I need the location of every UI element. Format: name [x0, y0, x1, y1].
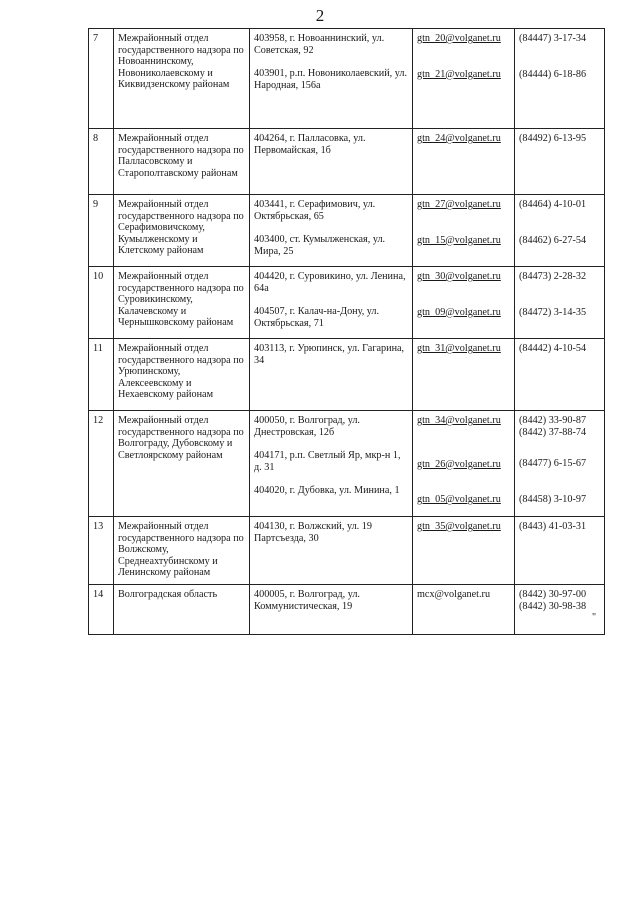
- phone-cell: [515, 195, 605, 267]
- address: 403958, г. Новоаннинский, ул. Советская, 92: [254, 33, 385, 56]
- email-cell: [413, 267, 515, 339]
- phone-number: (84442) 4-10-54: [519, 343, 587, 354]
- address-cell: [250, 129, 413, 195]
- phone-number: (84464) 4-10-01: [519, 199, 587, 210]
- address: 404420, г. Суровикино, ул. Ленина, 64а: [254, 271, 406, 294]
- table-row: [89, 411, 605, 517]
- address: 404264, г. Палласовка, ул. Первомайская, 1б: [254, 133, 366, 156]
- email-cell: [413, 585, 515, 635]
- row-number: 8: [89, 129, 114, 195]
- address: 404507, г. Калач-на-Дону, ул. Октябрьская, 71: [254, 306, 380, 329]
- row-number: 7: [89, 29, 114, 129]
- address-cell: [250, 29, 413, 129]
- phone-number: (84444) 6-18-86: [519, 68, 587, 80]
- table-row: [89, 195, 605, 267]
- phone-number: (84492) 6-13-95: [519, 133, 587, 144]
- row-number: 9: [89, 195, 114, 267]
- table-row: [89, 29, 605, 129]
- phone-cell: [515, 29, 605, 129]
- address-cell: [250, 411, 413, 517]
- address: 403400, ст. Кумылженская, ул. Мира, 25: [254, 234, 386, 257]
- email-link[interactable]: gtn_27@volganet.ru: [417, 199, 501, 210]
- table-row: [89, 339, 605, 411]
- row-number: 10: [89, 267, 114, 339]
- row-number: 11: [89, 339, 114, 411]
- email-link[interactable]: gtn_09@volganet.ru: [417, 306, 501, 318]
- department-name: Волгоградская область: [114, 585, 250, 635]
- email-cell: [413, 195, 515, 267]
- email-link[interactable]: gtn_20@volganet.ru: [417, 33, 501, 44]
- email-link[interactable]: gtn_34@volganet.ru: [417, 415, 501, 426]
- page-number: 2: [315, 6, 325, 25]
- address-cell: [250, 195, 413, 267]
- phone-number: (84472) 3-14-35: [519, 306, 587, 318]
- address-cell: [250, 267, 413, 339]
- phone-number: (84447) 3-17-34: [519, 33, 587, 44]
- phone-number: (8442) 30-97-00: [519, 589, 587, 600]
- phone-number: (84462) 6-27-54: [519, 234, 587, 246]
- address: 403113, г. Урюпинск, ул. Гагарина, 34: [254, 343, 405, 366]
- closing-quote-mark: ": [592, 612, 597, 623]
- table-row: [89, 585, 605, 635]
- phone-cell: [515, 411, 605, 517]
- department-name: Межрайонный отдел государственного надзора по Палласовскому и Старополтавскому районам: [114, 129, 250, 195]
- email-cell: [413, 129, 515, 195]
- department-name: Межрайонный отдел государственного надзора по Новоаннинскому, Новониколаевскому и Киквидзенскому районам: [114, 29, 250, 129]
- address: 404020, г. Дубовка, ул. Минина, 1: [254, 485, 400, 497]
- department-name: Межрайонный отдел государственного надзора по Суровикинскому, Калачевскому и Чернышковскому районам: [114, 267, 250, 339]
- table-row: [89, 517, 605, 585]
- phone-number: (84477) 6-15-67: [519, 458, 587, 470]
- phone-number: (8442) 30-98-38: [519, 600, 587, 612]
- phone-number: (8442) 33-90-87: [519, 415, 587, 426]
- row-number: 12: [89, 411, 114, 517]
- address: 400005, г. Волгоград, ул. Коммунистическая, 19: [254, 589, 360, 612]
- contacts-table: [88, 28, 605, 635]
- email-link[interactable]: mcx@volganet.ru: [417, 589, 491, 600]
- department-name: Межрайонный отдел государственного надзора по Волгограду, Дубовскому и Светлоярскому районам: [114, 411, 250, 517]
- address-cell: [250, 585, 413, 635]
- email-cell: [413, 29, 515, 129]
- phone-number: (8442) 37-88-74: [519, 426, 587, 438]
- address: 404130, г. Волжский, ул. 19 Партсъезда, 30: [254, 521, 372, 544]
- phone-number: (84473) 2-28-32: [519, 271, 587, 282]
- phone-cell: [515, 339, 605, 411]
- phone-cell: [515, 129, 605, 195]
- row-number: 14: [89, 585, 114, 635]
- department-name: Межрайонный отдел государственного надзора по Волжскому, Среднеахтубинскому и Ленинскому районам: [114, 517, 250, 585]
- row-number: 13: [89, 517, 114, 585]
- address: 400050, г. Волгоград, ул. Днестровская, 12б: [254, 415, 360, 438]
- email-cell: [413, 517, 515, 585]
- email-link[interactable]: gtn_30@volganet.ru: [417, 271, 501, 282]
- email-link[interactable]: gtn_31@volganet.ru: [417, 343, 501, 354]
- department-name: Межрайонный отдел государственного надзора по Серафимовичскому, Кумылженскому и Клетскому районам: [114, 195, 250, 267]
- phone-cell: [515, 267, 605, 339]
- email-link[interactable]: gtn_15@volganet.ru: [417, 234, 501, 246]
- table-row: [89, 267, 605, 339]
- email-cell: [413, 411, 515, 517]
- phone-cell: [515, 517, 605, 585]
- email-link[interactable]: gtn_35@volganet.ru: [417, 521, 501, 532]
- address: 404171, р.п. Светлый Яр, мкр-н 1, д. 31: [254, 450, 401, 473]
- email-link[interactable]: gtn_24@volganet.ru: [417, 133, 501, 144]
- phone-number: (84458) 3-10-97: [519, 493, 587, 505]
- email-cell: [413, 339, 515, 411]
- email-link[interactable]: gtn_05@volganet.ru: [417, 494, 501, 506]
- phone-number: (8443) 41-03-31: [519, 521, 587, 532]
- email-link[interactable]: gtn_26@volganet.ru: [417, 458, 501, 470]
- address: 403901, р.п. Новониколаевский, ул. Народная, 156а: [254, 68, 408, 91]
- department-name: Межрайонный отдел государственного надзора по Урюпинскому, Алексеевскому и Нехаевскому районам: [114, 339, 250, 411]
- phone-cell: [515, 585, 605, 635]
- table-row: [89, 129, 605, 195]
- address: 403441, г. Серафимович, ул. Октябрьская, 65: [254, 199, 376, 222]
- address-cell: [250, 339, 413, 411]
- address-cell: [250, 517, 413, 585]
- email-link[interactable]: gtn_21@volganet.ru: [417, 68, 501, 80]
